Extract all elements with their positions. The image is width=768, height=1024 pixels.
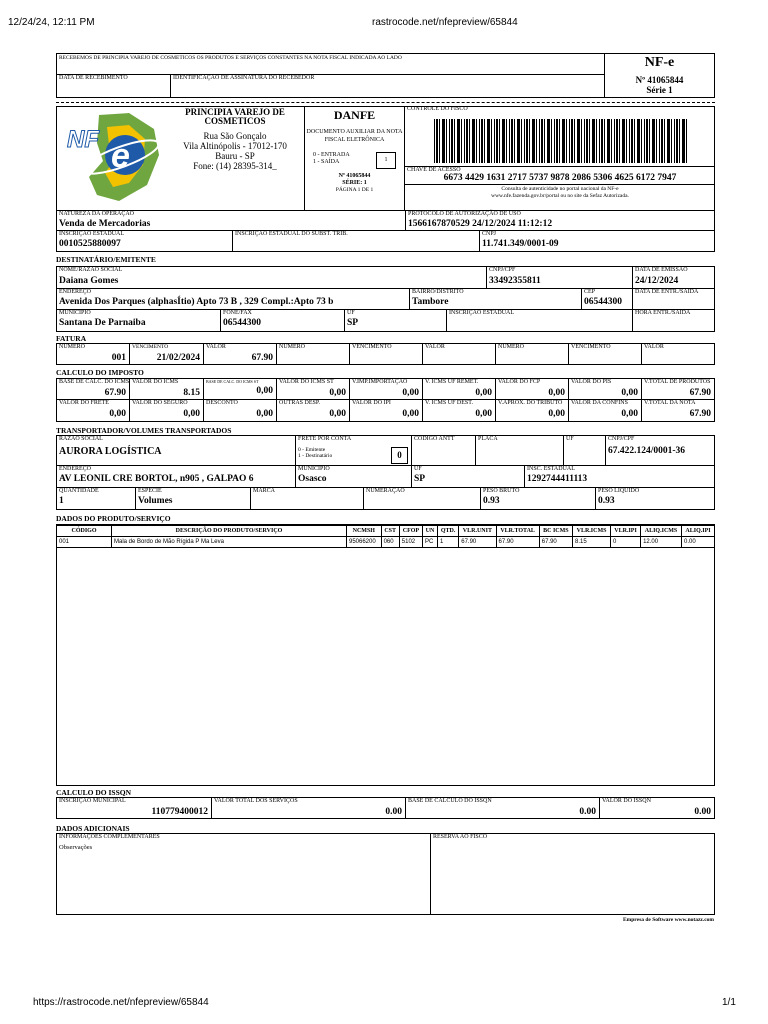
dest-uf: UF SP [345,310,447,331]
danfe-saida: 1 - SAÍDA [313,159,340,165]
col-vlr-ipi: VLR.IPI [611,526,641,537]
chave-label: CHAVE DE ACESSO [407,167,461,173]
canhoto-data-recebimento: DATA DE RECEBIMENTO [57,75,171,97]
col-descricao: DESCRIÇÃO DO PRODUTO/SERVIÇO [112,526,347,537]
dest-emissao: DATA DE EMISSÃO 24/12/2024 [633,267,714,289]
col-vlr-icms: VLR.ICMS [573,526,611,537]
transp-especie: ESPÉCIE Volumes [136,488,251,509]
transp-frete-valor: 0 [391,447,408,464]
print-url-bottom[interactable]: https://rastrocode.net/nfepreview/65844 [33,997,209,1008]
imp-pis: VALOR DO PIS 0,00 [569,379,642,400]
canhoto-nfe-box [605,54,714,97]
imp-total-produtos: V.TOTAL DE PRODUTOS 67.90 [642,379,714,400]
transp-endereco: ENDEREÇO AV LEONIL CRE BORTOL, n905 , GALPAO 6 [57,466,296,488]
section-imposto: CALCULO DO IMPOSTO [56,368,144,377]
dest-bairro: BAIRRO/DISTRITO Tambore [410,289,582,310]
dest-fone: FONE/FAX 06544300 [221,310,345,331]
dest-municipio: MUNICÍPIO Santana De Parnaiba [57,310,221,331]
col-bc-icms: BC ICMS [539,526,572,537]
emitente-fone: Fone: (14) 28395-314_ [193,161,277,171]
imp-fcp: VALOR DO FCP 0,00 [496,379,569,400]
emitente-cidade: Bauru - SP [215,151,255,161]
transp-frete: FRETE POR CONTA 0 - Emitente 1 - Destinatário 0 [296,436,412,466]
transportador-box [56,435,715,510]
imposto-box [56,378,715,422]
inscricao-estadual: INSCRIÇÃO ESTADUAL 0010525880097 [57,231,233,251]
imp-base-icms-st: BASE DE CALC. DO ICMS ST 0,00 [204,379,277,400]
col-ncmsh: NCMSH [347,526,382,537]
danfe-box [304,106,405,211]
col-aliq-ipi: ALIQ.IPI [681,526,714,537]
dest-cnpj: CNPJ/CPF 33492355811 [487,267,633,289]
observacoes: Observações [59,844,93,851]
imp-valor-icms: VALOR DO ICMS 8.15 [130,379,204,400]
imp-seguro: VALOR DO SEGURO 0,00 [130,400,204,421]
fatura-valor-3: VALOR [644,344,664,350]
transp-marca: MARCA [251,488,364,509]
transp-peso-bruto: PESO BRUTO 0.93 [481,488,596,509]
imp-icms-uf-remet: V. ICMS UF REMET. 0,00 [423,379,496,400]
danfe-tipo: 1 [376,152,396,169]
inscricao-row [56,230,715,252]
emitente-rua: Rua São Gonçalo [203,131,267,141]
canhoto-serie: Série 1 [646,85,673,95]
fatura-valor: VALOR 67.90 [204,344,277,364]
col-vlr-unit: VLR.UNIT [459,526,496,537]
produtos-box [56,524,715,786]
col-qtd: QTD. [437,526,458,537]
emitente-bairro: Vila Altinópolis - 17012-170 [183,141,287,151]
fatura-vencimento-3: VENCIMENTO [569,344,642,364]
produtos-header-row [57,526,715,537]
imp-importacao: V.IMP.IMPORTAÇÃO 0,00 [350,379,423,400]
col-un: UN [423,526,438,537]
dest-cep: CEP 06544300 [582,289,633,310]
canhoto [56,53,715,98]
danfe-pagina: PÁGINA 1 DE 1 [335,187,374,193]
adicionais-box [56,833,715,915]
imp-aprox-tributo: V.APROX. DO TRIBUTO 0,00 [496,400,569,421]
imp-base-icms: BASE DE CALC. DO ICMS 67.90 [59,379,130,398]
col-cfop: CFOP [399,526,422,537]
transp-numeracao: NUMERAÇÃO [364,488,481,509]
dest-nome: NOME/RAZÃO SOCIAL Daiana Gomes [57,267,487,289]
danfe-entrada: 0 - ENTRADA [313,152,350,158]
imp-frete: VALOR DO FRETE 0,00 [57,400,130,421]
canhoto-identificacao: IDENTIFICAÇÃO DE ASSINATURA DO RECEBEDOR [171,75,605,97]
barcode [434,119,688,163]
transp-razao: RAZÃO SOCIAL AURORA LOGÍSTICA [57,436,296,466]
issqn-valor: VALOR DO ISSQN 0.00 [602,798,711,817]
danfe-numero: Nº 41065844 [338,173,371,179]
table-row: 001 Mala de Bordo de Mão Rígida P Ma Leva 95066200 060 5102 PC 1 67.90 67.90 67.90 8.15 0 12.00 0.00 [57,537,715,548]
section-transportador: TRANSPORTADOR/VOLUMES TRANSPORTADOS [56,426,232,435]
nfe-logo [59,107,167,207]
canhoto-numero: Nº 41065844 [635,75,684,85]
fatura-numero-3: NÚMERO [496,344,569,364]
print-url-top[interactable]: rastrocode.net/nfepreview/65844 [372,17,518,28]
transp-ie: INSC. ESTADUAL 1292744411113 [525,466,714,488]
issqn-base: BASE DE CÁLCULO DO ISSQN 0.00 [406,798,600,818]
col-vlr-total: VLR.TOTAL [496,526,539,537]
inscricao-subst: INSCRIÇÃO ESTADUAL DO SUBST. TRIB. [233,231,480,251]
dest-ie: INSCRIÇÃO ESTADUAL [447,310,633,331]
emitente-nome: PRINCIPIA VAREJO DE COSMETICOS [185,107,285,126]
section-produtos: DADOS DO PRODUTO/SERVIÇO [56,514,171,523]
imp-ipi: VALOR DO IPI 0,00 [350,400,423,421]
transp-antt: CÓDIGO ANTT [412,436,476,466]
transp-municipio: MUNICÍPIO Osasco [296,466,412,488]
issqn-box [56,797,715,819]
danfe-title: DANFE [333,108,376,122]
consulta-1: Consulta de autenticidade no portal nacional da NF-e [501,186,619,192]
svg-text:e: e [111,137,130,175]
imp-outras-desp: OUTRAS DESP. 0,00 [277,400,350,421]
col-cst: CST [381,526,399,537]
transp-cnpj: CNPJ/CPF 67.422.124/0001-36 [606,436,714,466]
fatura-valor-2: VALOR [423,344,496,364]
dest-data-entrada: DATA DE ENTR./SAÍDA [633,289,714,310]
imp-valor-icms-st: VALOR DO ICMS ST 0,00 [277,379,350,400]
danfe-serie: SÉRIE: 1 [342,180,367,186]
svg-text:NF: NF [67,126,99,153]
section-fatura: FATURA [56,334,87,343]
section-destinatario: DESTINATÁRIO/EMITENTE [56,255,156,264]
fatura-numero-2: NÚMERO [277,344,350,364]
chave-acesso: 6673 4429 1631 2717 5737 9878 2086 5306 4625 6172 7947 [443,173,677,183]
cnpj-emitente: CNPJ 11.741.349/0001-09 [482,231,559,249]
transp-peso-liquido: PESO LÍQUIDO 0.93 [598,488,640,506]
dest-endereco: ENDEREÇO Avenida Dos Parques (alphasÍtio) Apto 73 B , 329 Compl.:Apto 73 b [57,289,410,310]
transp-quantidade: QUANTIDADE 1 [57,488,136,509]
print-timestamp: 12/24/24, 12:11 PM [8,17,95,28]
fatura-vencimento: VENCIMENTO 21/02/2024 [130,344,204,364]
fatura-vencimento-2: VENCIMENTO [350,344,423,364]
dest-hora: HORA ENTR./SAÍDA [635,310,691,316]
protocolo-autorizacao: PROTOCOLO DE AUTORIZAÇÃO DE USO 1566167870529 24/12/2024 11:12:12 [408,211,553,229]
transp-uf2: UF SP [412,466,525,488]
col-codigo: CÓDIGO [57,526,112,537]
natureza-operacao: NATUREZA DA OPERAÇÃO Venda de Mercadorias [57,211,406,230]
transp-placa: PLACA [476,436,564,466]
reserva-fisco: RESERVA AO FISCO [433,834,488,840]
fatura-numero: NÚMERO 001 [57,344,130,364]
imp-icms-uf-dest: V. ICMS UF DEST. 0,00 [423,400,496,421]
section-issqn: CALCULO DO ISSQN [56,788,132,797]
issqn-inscricao: INSCRIÇÃO MUNICIPAL 110779400012 [57,798,212,818]
produtos-table [56,525,715,548]
emitente-block [166,108,304,171]
imp-desconto: DESCONTO 0,00 [204,400,277,421]
imp-total-nota: V.TOTAL DA NOTA 67.90 [644,400,711,419]
software-footer: Empresa de Software www.notazz.com [623,917,714,923]
col-aliq-icms: ALIQ.ICMS [641,526,682,537]
issqn-total: VALOR TOTAL DOS SERVIÇOS 0.00 [212,798,406,818]
info-complementares: INFORMAÇÕES COMPLEMENTARES Observações [57,834,431,914]
destinatario-box [56,266,715,332]
print-page-count: 1/1 [722,997,736,1008]
section-adicionais: DADOS ADICIONAIS [56,824,130,833]
operacao-row [56,210,715,231]
fatura-box [56,343,715,365]
canhoto-nfe-title: NF-e [644,55,675,70]
transp-uf: UF [564,436,606,466]
controle-fisco-label: CONTROLE DO FISCO [407,106,468,112]
danfe-subtitle: DOCUMENTO AUXILIAR DA NOTA FISCAL ELETRÔNICA [306,129,403,143]
cut-line [56,102,715,103]
canhoto-recebemos: RECEBEMOS DE PRINCIPIA VAREJO DE COSMETICOS OS PRODUTOS E SERVIÇOS CONSTANTES NA NOTA FISCAL INDICADA AO LADO [57,54,605,75]
imp-confins: VALOR DA CONFINS 0,00 [569,400,642,421]
consulta-2: www.nfe.fazenda.gov.br/portal ou no site da Sefaz Autorizada. [491,193,629,199]
